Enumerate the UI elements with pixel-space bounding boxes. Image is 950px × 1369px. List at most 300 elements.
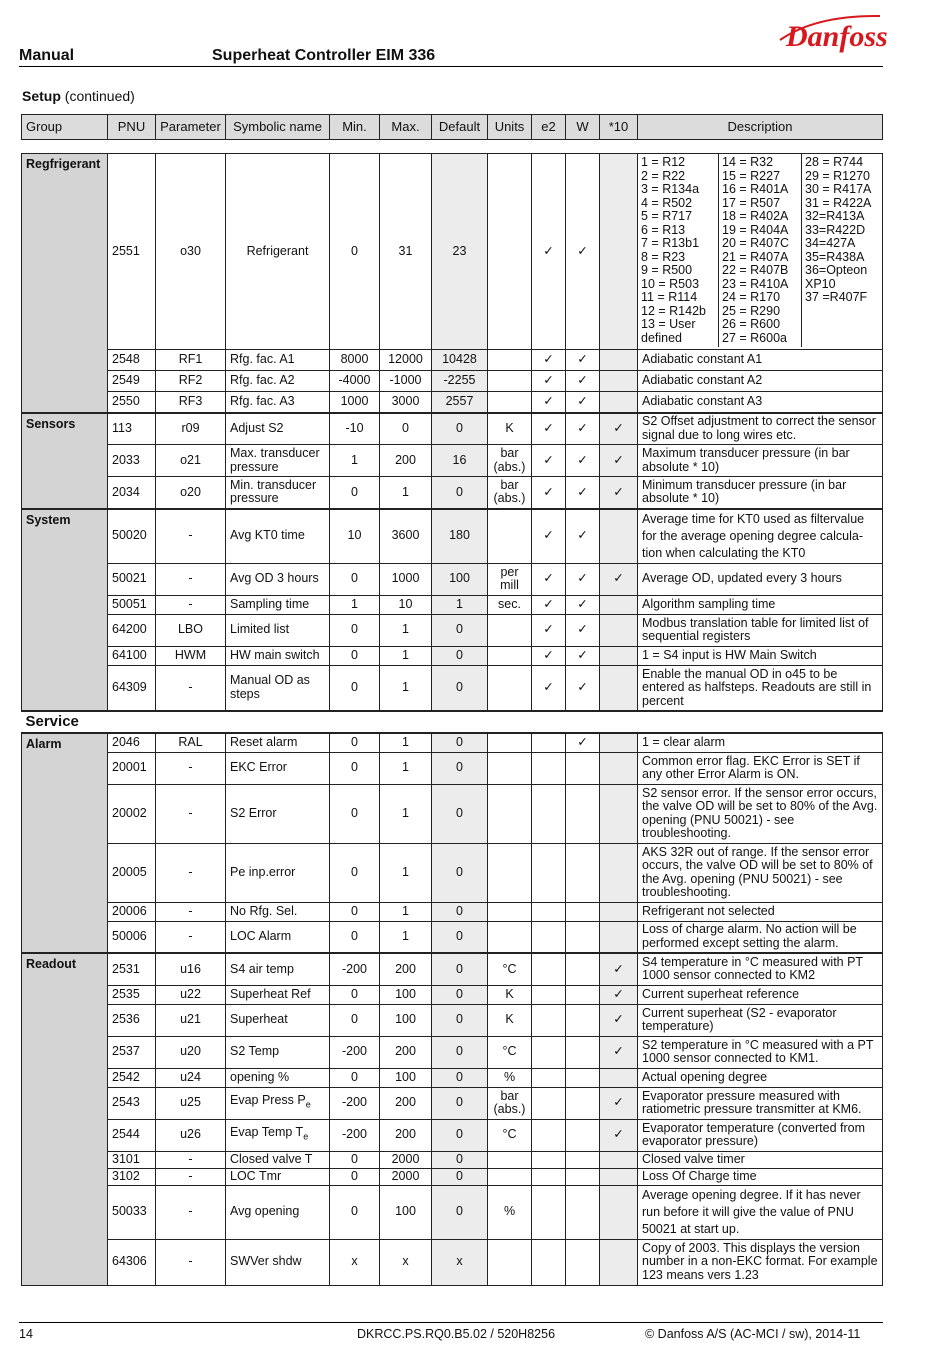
logo-text: Danfoss [786, 20, 888, 53]
pnu-cell: 2551 [108, 154, 156, 350]
default-cell: 2557 [432, 392, 488, 413]
default-cell: 0 [432, 614, 488, 646]
refrigerant-item: 36=Opteon XP10 [805, 263, 868, 291]
symbolic-name-text: Sampling time [230, 596, 310, 611]
w-cell: ✓ [566, 371, 600, 392]
refrigerant-item: 18 = R402A [722, 209, 789, 223]
w-cell [566, 1068, 600, 1087]
e2-cell [532, 902, 566, 921]
parameter-cell: - [156, 563, 226, 595]
table-row [22, 843, 883, 902]
symbolic-name-text: Pe inp.error [230, 864, 296, 879]
units-cell: bar (abs.) [488, 1087, 532, 1119]
symbolic-name-text: SWVer shdw [230, 1254, 302, 1269]
symbolic-name-cell [226, 752, 330, 784]
pnu-cell: 64200 [108, 614, 156, 646]
table-row [22, 509, 883, 564]
group-refrigerant: Regfrigerant [22, 154, 108, 413]
min-cell: 0 [330, 843, 380, 902]
w-cell [566, 1087, 600, 1119]
default-cell: 0 [432, 1004, 488, 1036]
page-number: 14 [19, 1327, 33, 1341]
x10-cell [600, 614, 638, 646]
default-cell: 100 [432, 563, 488, 595]
table-row [22, 595, 883, 614]
description-cell: 1 = clear alarm [638, 733, 883, 752]
e2-cell: ✓ [532, 563, 566, 595]
symbolic-name-cell [226, 733, 330, 752]
units-cell [488, 752, 532, 784]
symbolic-name-text: Adjust S2 [230, 421, 284, 435]
pnu-cell: 2549 [108, 371, 156, 392]
x10-cell: ✓ [600, 1119, 638, 1151]
symbolic-name-text: Rfg. fac. A1 [230, 352, 295, 367]
refrigerant-item: 16 = R401A [722, 182, 789, 196]
x10-cell [600, 509, 638, 564]
x10-cell [600, 371, 638, 392]
x10-cell [600, 154, 638, 350]
parameter-cell: RF2 [156, 371, 226, 392]
symbolic-name-text: Manual OD as steps [230, 673, 310, 701]
units-cell [488, 843, 532, 902]
e2-cell: ✓ [532, 665, 566, 711]
w-cell: ✓ [566, 646, 600, 665]
default-cell: 0 [432, 752, 488, 784]
description-cell: AKS 32R out of range. If the sensor error occurs, the valve OD will be set to 80% of the Avg. opening (PNU 50021) - see troubleshooting. [638, 843, 883, 902]
symbolic-name-cell [226, 784, 330, 843]
refrigerant-item: 12 = R142b [641, 303, 706, 318]
min-cell: 0 [330, 154, 380, 350]
col-parameter: Parameter [156, 115, 226, 140]
e2-cell [532, 843, 566, 902]
pnu-cell: 20006 [108, 902, 156, 921]
symbolic-name-cell [226, 1068, 330, 1087]
symbolic-name-cell [226, 1087, 330, 1119]
min-cell: 0 [330, 902, 380, 921]
x10-cell [600, 1068, 638, 1087]
refrigerant-item: 32=R413A [805, 209, 865, 223]
e2-cell [532, 1119, 566, 1151]
x10-cell: ✓ [600, 985, 638, 1004]
e2-cell [532, 1036, 566, 1068]
min-cell: 0 [330, 563, 380, 595]
default-cell: 0 [432, 1087, 488, 1119]
symbolic-name-text: Rfg. fac. A2 [230, 373, 295, 388]
table-row [22, 371, 883, 392]
e2-cell [532, 733, 566, 752]
max-cell: 100 [380, 985, 432, 1004]
default-cell: 180 [432, 509, 488, 564]
max-cell: 200 [380, 445, 432, 477]
max-cell: 1 [380, 752, 432, 784]
max-cell: 0 [380, 413, 432, 445]
min-cell: 0 [330, 477, 380, 509]
e2-cell: ✓ [532, 614, 566, 646]
symbolic-name-text: No Rfg. Sel. [230, 903, 298, 918]
table-row [22, 563, 883, 595]
parameter-cell: HWM [156, 646, 226, 665]
default-cell: 0 [432, 1168, 488, 1185]
max-cell: 10 [380, 595, 432, 614]
w-cell: ✓ [566, 733, 600, 752]
pnu-cell: 2537 [108, 1036, 156, 1068]
parameter-cell: u24 [156, 1068, 226, 1087]
max-cell: 1 [380, 646, 432, 665]
default-cell: 0 [432, 953, 488, 985]
pnu-cell: 2531 [108, 953, 156, 985]
pnu-cell: 2536 [108, 1004, 156, 1036]
max-cell: 3000 [380, 392, 432, 413]
table-row [22, 1151, 883, 1168]
doc-title: Superheat Controller EIM 336 [212, 47, 436, 64]
parameter-cell: o21 [156, 445, 226, 477]
pnu-cell: 2550 [108, 392, 156, 413]
max-cell: 1 [380, 477, 432, 509]
pnu-cell: 20001 [108, 752, 156, 784]
column-headers [22, 115, 883, 140]
units-cell [488, 1239, 532, 1285]
units-cell: K [488, 1004, 532, 1036]
refrigerant-item: 4 = R502 [641, 195, 693, 210]
units-cell [488, 392, 532, 413]
max-cell: 2000 [380, 1151, 432, 1168]
x10-cell: ✓ [600, 953, 638, 985]
e2-cell [532, 1239, 566, 1285]
x10-cell [600, 350, 638, 371]
x10-cell [600, 733, 638, 752]
symbolic-name-cell [226, 350, 330, 371]
description-cell: Common error flag. EKC Error is SET if any other Error Alarm is ON. [638, 752, 883, 784]
units-cell: sec. [488, 595, 532, 614]
w-cell [566, 902, 600, 921]
symbolic-name-cell [226, 614, 330, 646]
e2-cell [532, 1168, 566, 1185]
symbolic-name-cell [226, 985, 330, 1004]
refrigerant-item: 35=R438A [805, 249, 865, 264]
pnu-cell: 2535 [108, 985, 156, 1004]
max-cell: 2000 [380, 1168, 432, 1185]
symbolic-name-text: LOC Alarm [230, 929, 292, 943]
symbolic-name-cell [226, 646, 330, 665]
col-w: W [566, 115, 600, 140]
description-cell: Algorithm sampling time [638, 595, 883, 614]
min-cell: -10 [330, 413, 380, 445]
refrigerant-item: 25 = R290 [722, 303, 781, 318]
symbolic-name-cell [226, 902, 330, 921]
table-row [22, 646, 883, 665]
description-cell: Enable the manual OD in o45 to be entered as halfsteps. Readouts are still in percent [638, 665, 883, 711]
description-cell: Evaporator temperature (converted from evaporator pressure) [638, 1119, 883, 1151]
parameter-cell: - [156, 1168, 226, 1185]
description-cell: Current superheat reference [638, 985, 883, 1004]
description-cell: Loss Of Charge time [638, 1168, 883, 1185]
default-cell: 16 [432, 445, 488, 477]
default-cell: 1 [432, 595, 488, 614]
w-cell [566, 752, 600, 784]
x10-cell [600, 752, 638, 784]
description-cell: S2 temperature in °C measured with a PT 1000 sensor connected to KM1. [638, 1036, 883, 1068]
symbolic-name-cell [226, 1168, 330, 1185]
symbolic-name-text: Avg OD 3 hours [230, 571, 319, 586]
min-cell: -200 [330, 953, 380, 985]
description-cell: Adiabatic constant A2 [638, 371, 883, 392]
refrigerant-item: 9 = R500 [641, 263, 693, 277]
description-cell: Modbus translation table for limited list of sequential registers [638, 614, 883, 646]
table-row [22, 733, 883, 752]
description-cell: Actual opening degree [638, 1068, 883, 1087]
description-cell: Minimum transducer pressure (in bar absolute * 10) [638, 477, 883, 509]
symbolic-name-cell [226, 953, 330, 985]
default-cell: x [432, 1239, 488, 1285]
units-cell [488, 154, 532, 350]
w-cell: ✓ [566, 477, 600, 509]
min-cell: -200 [330, 1087, 380, 1119]
description-cell: Loss of charge alarm. No action will be performed except setting the alarm. [638, 921, 883, 953]
min-cell: 0 [330, 1151, 380, 1168]
table-row [22, 392, 883, 413]
parameter-cell: u22 [156, 985, 226, 1004]
max-cell: 3600 [380, 509, 432, 564]
description-cell: Current superheat (S2 - evaporator temperature) [638, 1004, 883, 1036]
min-cell: 0 [330, 1004, 380, 1036]
w-cell: ✓ [566, 154, 600, 350]
w-cell: ✓ [566, 563, 600, 595]
table-row [22, 154, 883, 350]
w-cell [566, 784, 600, 843]
symbolic-name-text: LOC Tmr [230, 1168, 282, 1183]
refrigerant-column [719, 154, 802, 347]
e2-cell [532, 1004, 566, 1036]
table-row [22, 413, 883, 445]
min-cell: -200 [330, 1036, 380, 1068]
doc-code: DKRCC.PS.RQ0.B5.02 / 520H8256 [357, 1327, 556, 1341]
units-cell: °C [488, 1036, 532, 1068]
units-cell: % [488, 1185, 532, 1239]
table-row [22, 1168, 883, 1185]
default-cell: 0 [432, 843, 488, 902]
default-cell: 0 [432, 784, 488, 843]
w-cell: ✓ [566, 665, 600, 711]
e2-cell [532, 1151, 566, 1168]
x10-cell [600, 902, 638, 921]
refrigerant-item: 5 = R717 [641, 209, 693, 223]
description-cell: Average OD, updated every 3 hours [638, 563, 883, 595]
refrigerant-item: 13 = User defined [641, 317, 696, 345]
table-row [22, 1119, 883, 1151]
default-cell: 0 [432, 1068, 488, 1087]
w-cell [566, 1151, 600, 1168]
max-cell: 1000 [380, 563, 432, 595]
x10-cell [600, 392, 638, 413]
parameter-cell: u25 [156, 1087, 226, 1119]
w-cell: ✓ [566, 445, 600, 477]
symbolic-name-text: Evap Temp T [230, 1125, 304, 1139]
pnu-cell: 2543 [108, 1087, 156, 1119]
x10-cell: ✓ [600, 1036, 638, 1068]
subscript-text: e [303, 1131, 309, 1142]
refrigerant-item: 24 = R170 [722, 290, 781, 304]
max-cell: 1 [380, 843, 432, 902]
symbolic-name-text: Refrigerant [246, 243, 309, 258]
max-cell: 1 [380, 733, 432, 752]
subscript-text: e [305, 1099, 311, 1110]
max-cell: 100 [380, 1185, 432, 1239]
parameter-cell: LBO [156, 614, 226, 646]
pnu-cell: 3101 [108, 1151, 156, 1168]
table-row [22, 953, 883, 985]
w-cell: ✓ [566, 413, 600, 445]
refrigerant-item: 31 = R422A [805, 195, 872, 210]
description-cell: 1 = S4 input is HW Main Switch [638, 646, 883, 665]
parameter-cell: o20 [156, 477, 226, 509]
x10-cell: ✓ [600, 563, 638, 595]
refrigerant-item: 14 = R32 [722, 155, 774, 169]
units-cell: °C [488, 1119, 532, 1151]
min-cell: 1000 [330, 392, 380, 413]
e2-cell [532, 752, 566, 784]
header-divider [19, 66, 883, 67]
w-cell: ✓ [566, 350, 600, 371]
group-sensors: Sensors [22, 413, 108, 509]
table-row [22, 784, 883, 843]
pnu-cell: 20002 [108, 784, 156, 843]
max-cell: 1 [380, 921, 432, 953]
max-cell: 1 [380, 665, 432, 711]
units-cell [488, 1168, 532, 1185]
symbolic-name-text: Reset alarm [230, 735, 298, 749]
parameter-cell: u20 [156, 1036, 226, 1068]
description-cell: S2 sensor error. If the sensor error occurs, the valve OD will be set to 80% of the Avg. opening (PNU 50021) - see troubleshooting. [638, 784, 883, 843]
min-cell: 1 [330, 595, 380, 614]
col-pnu: PNU [108, 115, 156, 140]
x10-cell [600, 595, 638, 614]
max-cell: 1 [380, 784, 432, 843]
symbolic-name-cell [226, 477, 330, 509]
min-cell: 0 [330, 1168, 380, 1185]
parameter-cell: - [156, 665, 226, 711]
pnu-cell: 2548 [108, 350, 156, 371]
col-e2: e2 [532, 115, 566, 140]
pnu-cell: 2544 [108, 1119, 156, 1151]
e2-cell: ✓ [532, 509, 566, 564]
units-cell: % [488, 1068, 532, 1087]
table-row [22, 902, 883, 921]
w-cell [566, 1036, 600, 1068]
w-cell [566, 1004, 600, 1036]
table-row [22, 477, 883, 509]
refrigerant-item: 7 = R13b1 [641, 236, 700, 250]
refrigerant-column [802, 154, 878, 347]
refrigerant-item: 8 = R23 [641, 249, 686, 264]
refrigerant-item: 11 = R114 [641, 290, 698, 304]
w-cell [566, 843, 600, 902]
refrigerant-list [638, 154, 882, 347]
pnu-cell: 2034 [108, 477, 156, 509]
w-cell: ✓ [566, 509, 600, 564]
min-cell: 0 [330, 752, 380, 784]
pnu-cell: 64100 [108, 646, 156, 665]
table-row [22, 1185, 883, 1239]
symbolic-name-cell [226, 413, 330, 445]
default-cell: 0 [432, 1036, 488, 1068]
min-cell: -200 [330, 1119, 380, 1151]
default-cell: 0 [432, 921, 488, 953]
e2-cell: ✓ [532, 595, 566, 614]
symbolic-name-text: Avg opening [230, 1204, 300, 1219]
description-cell: Average opening degree. If it has never run before it will give the value of PNU 50021 at start up. [638, 1185, 883, 1239]
table-row [22, 985, 883, 1004]
symbolic-name-cell [226, 1185, 330, 1239]
x10-cell [600, 1185, 638, 1239]
min-cell: 0 [330, 1185, 380, 1239]
default-cell: -2255 [432, 371, 488, 392]
x10-cell [600, 1151, 638, 1168]
parameter-cell: - [156, 921, 226, 953]
default-cell: 0 [432, 413, 488, 445]
description-cell: Adiabatic constant A3 [638, 392, 883, 413]
description-cell: S2 Offset adjustment to correct the sensor signal due to long wires etc. [638, 413, 883, 445]
symbolic-name-cell [226, 1004, 330, 1036]
x10-cell [600, 784, 638, 843]
table-row [22, 1004, 883, 1036]
parameter-cell: - [156, 595, 226, 614]
col-min: Min. [330, 115, 380, 140]
parameter-cell: RF3 [156, 392, 226, 413]
units-cell: bar (abs.) [488, 445, 532, 477]
parameter-cell: RAL [156, 733, 226, 752]
danfoss-logo [780, 12, 888, 53]
doc-section-label: Manual [19, 47, 75, 64]
col-max: Max. [380, 115, 432, 140]
refrigerant-column [638, 154, 719, 347]
description-cell: Copy of 2003. This displays the version number in a non-EKC format. For example 123 means vers 1.23 [638, 1239, 883, 1285]
col-default: Default [432, 115, 488, 140]
parameter-cell: u16 [156, 953, 226, 985]
min-cell: -4000 [330, 371, 380, 392]
table-row [22, 1239, 883, 1285]
refrigerant-item: 26 = R600 [722, 317, 781, 331]
group-system: System [22, 509, 108, 712]
w-cell [566, 1185, 600, 1239]
col-symbolic-name: Symbolic name [226, 115, 330, 140]
x10-cell [600, 1239, 638, 1285]
e2-cell: ✓ [532, 154, 566, 350]
refrigerant-item: 17 = R507 [722, 195, 781, 210]
description-cell: Closed valve timer [638, 1151, 883, 1168]
min-cell: 0 [330, 985, 380, 1004]
refrigerant-item: 33=R422D [805, 222, 866, 237]
e2-cell [532, 784, 566, 843]
table-row [22, 350, 883, 371]
symbolic-name-text: Evap Press P [230, 1093, 306, 1107]
w-cell [566, 921, 600, 953]
table-row [22, 614, 883, 646]
refrigerant-item: 15 = R227 [722, 168, 781, 183]
pnu-cell: 113 [108, 413, 156, 445]
symbolic-name-text: HW main switch [230, 647, 320, 662]
w-cell [566, 1168, 600, 1185]
max-cell: 100 [380, 1004, 432, 1036]
symbolic-name-cell [226, 371, 330, 392]
x10-cell [600, 921, 638, 953]
min-cell: 0 [330, 614, 380, 646]
max-cell: -1000 [380, 371, 432, 392]
description-cell: S4 temperature in °C measured with PT 1000 sensor connected to KM2 [638, 953, 883, 985]
parameter-cell: - [156, 752, 226, 784]
default-cell: 0 [432, 1185, 488, 1239]
refrigerant-item: 3 = R134a [641, 182, 700, 196]
pnu-cell: 50021 [108, 563, 156, 595]
